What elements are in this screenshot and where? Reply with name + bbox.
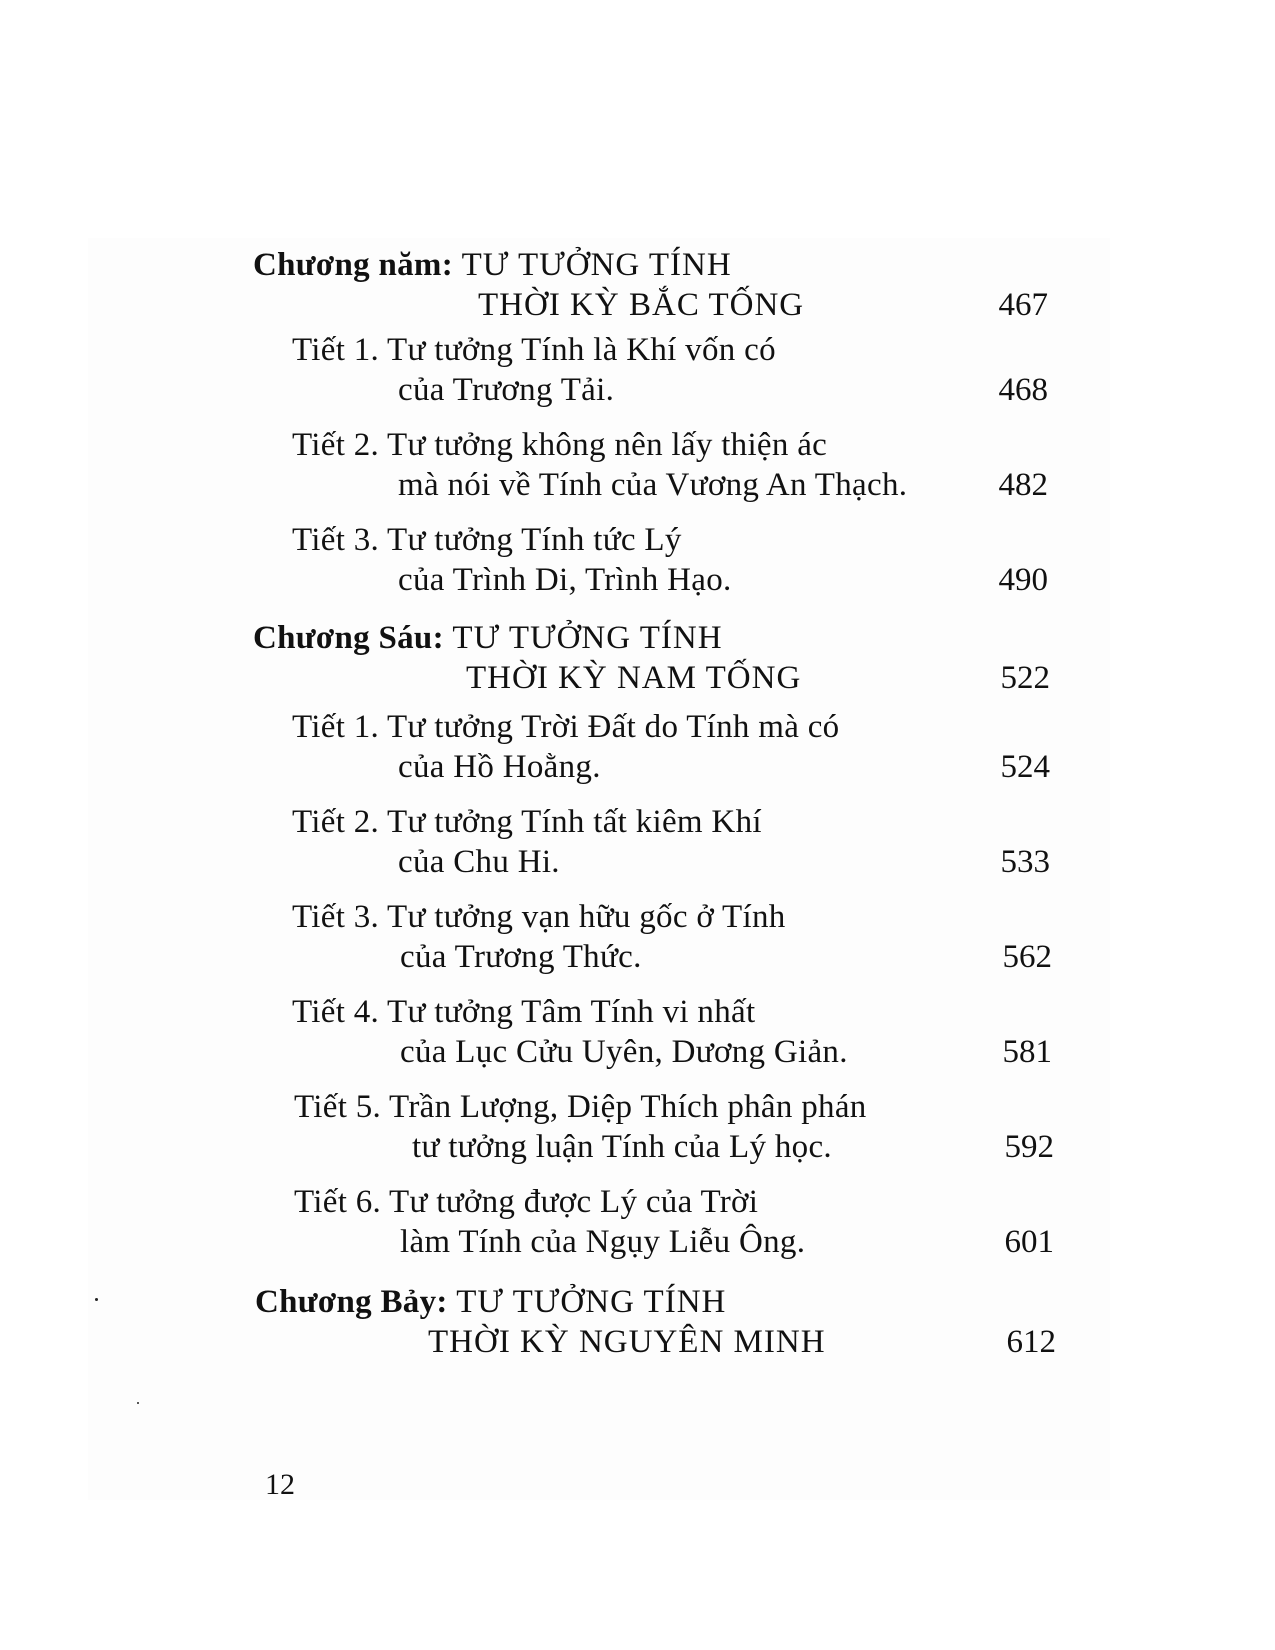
page-number: 522 <box>1000 660 1050 696</box>
section-author: của Trình Di, Trình Hạo. <box>398 562 732 598</box>
chapter-title-line2: THỜI KỲ NGUYÊN MINH <box>428 1324 826 1360</box>
section-title: Tiết 2. Tư tưởng Tính tất kiêm Khí <box>292 804 762 840</box>
page-number: 592 <box>1004 1129 1054 1165</box>
page-number: 467 <box>998 287 1048 323</box>
chapter-title-line2: THỜI KỲ NAM TỐNG <box>466 660 802 696</box>
chapter-heading <box>255 1282 726 1322</box>
section-author: của Lục Cửu Uyên, Dương Giản. <box>400 1034 848 1070</box>
section-author: của Trương Thức. <box>400 939 642 975</box>
chapter-label: Chương năm: <box>253 247 453 283</box>
section-title: Tiết 2. Tư tưởng không nên lấy thiện ác <box>292 427 828 463</box>
page-number: 562 <box>1002 939 1052 975</box>
section-author: tư tưởng luận Tính của Lý học. <box>412 1129 832 1165</box>
chapter-label: Chương Sáu: <box>253 620 444 656</box>
page-number: 601 <box>1004 1224 1054 1260</box>
section-title: Tiết 1. Tư tưởng Tính là Khí vốn có <box>292 332 776 368</box>
chapter-title-line1: TƯ TƯỞNG TÍNH <box>456 1284 727 1320</box>
section-author: của Chu Hi. <box>398 844 560 880</box>
chapter-heading <box>253 245 732 285</box>
page-number: 468 <box>998 372 1048 408</box>
page-number: 581 <box>1002 1034 1052 1070</box>
section-title: Tiết 4. Tư tưởng Tâm Tính vi nhất <box>292 994 756 1030</box>
section-author: của Hồ Hoằng. <box>398 749 601 785</box>
section-title: Tiết 1. Tư tưởng Trời Đất do Tính mà có <box>292 709 840 745</box>
page-number: 482 <box>998 467 1048 503</box>
page-number: 612 <box>1006 1324 1056 1360</box>
page-number-footer: 12 <box>265 1468 295 1501</box>
section-author: của Trương Tải. <box>398 372 615 408</box>
page-number: 524 <box>1000 749 1050 785</box>
chapter-title-line2: THỜI KỲ BẮC TỐNG <box>478 287 805 323</box>
section-title: Tiết 3. Tư tưởng Tính tức Lý <box>292 522 682 558</box>
section-author: mà nói về Tính của Vương An Thạch. <box>398 467 908 503</box>
scan-speck <box>137 1402 139 1404</box>
chapter-heading <box>253 618 723 658</box>
section-title: Tiết 3. Tư tưởng vạn hữu gốc ở Tính <box>292 899 786 935</box>
section-title: Tiết 5. Trần Lượng, Diệp Thích phân phán <box>294 1089 867 1125</box>
chapter-label: Chương Bảy: <box>255 1284 448 1320</box>
page-number: 490 <box>998 562 1048 598</box>
section-title: Tiết 6. Tư tưởng được Lý của Trời <box>294 1184 759 1220</box>
scan-speck <box>95 1298 98 1301</box>
page-number: 533 <box>1000 844 1050 880</box>
section-author: làm Tính của Ngụy Liễu Ông. <box>400 1224 806 1260</box>
chapter-title-line1: TƯ TƯỞNG TÍNH <box>452 620 723 656</box>
chapter-title-line1: TƯ TƯỞNG TÍNH <box>461 247 732 283</box>
